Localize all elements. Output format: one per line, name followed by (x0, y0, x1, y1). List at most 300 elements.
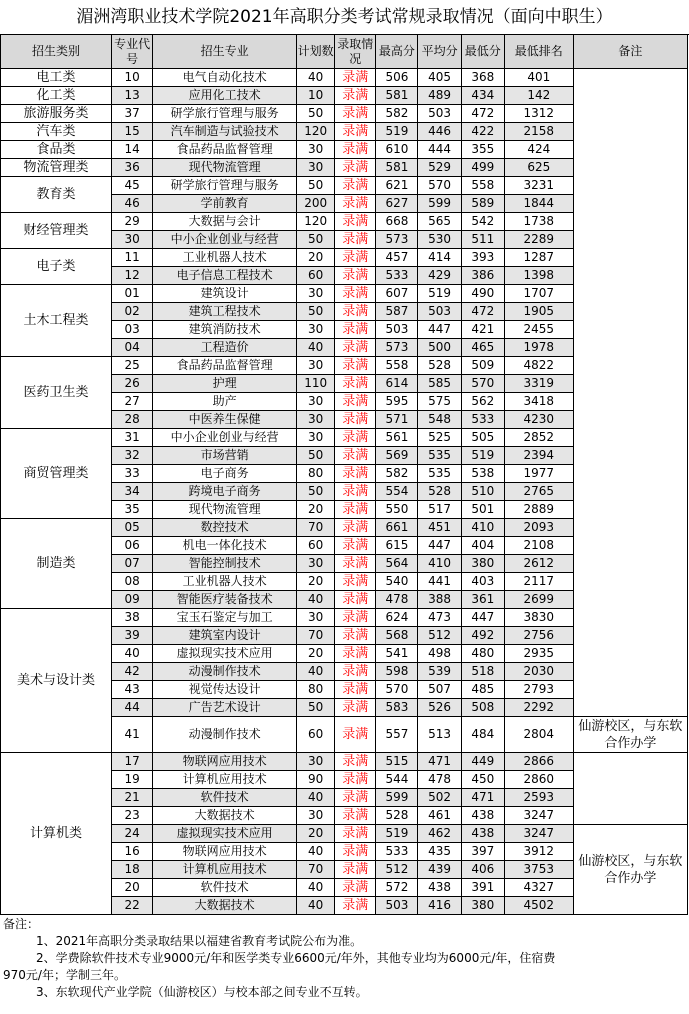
major-cell: 物联网应用技术 (153, 843, 297, 861)
avg-score-cell: 519 (418, 285, 461, 303)
max-score-cell: 587 (376, 303, 418, 321)
category-cell: 美术与设计类 (1, 609, 112, 753)
min-rank-cell: 3247 (504, 807, 573, 825)
avg-score-cell: 471 (418, 753, 461, 771)
code-cell: 44 (112, 699, 153, 717)
plan-cell: 30 (297, 285, 335, 303)
status-cell: 录满 (335, 591, 376, 609)
max-score-cell: 533 (376, 267, 418, 285)
status-cell: 录满 (335, 717, 376, 753)
major-cell: 研学旅行管理与服务 (153, 105, 297, 123)
status-cell: 录满 (335, 573, 376, 591)
avg-score-cell: 441 (418, 573, 461, 591)
category-cell: 计算机类 (1, 753, 112, 915)
plan-cell: 20 (297, 501, 335, 519)
major-cell: 学前教育 (153, 195, 297, 213)
major-cell: 数控技术 (153, 519, 297, 537)
major-cell: 建筑消防技术 (153, 321, 297, 339)
max-score-cell: 610 (376, 141, 418, 159)
major-cell: 食品药品监督管理 (153, 141, 297, 159)
table-header (1, 35, 688, 69)
plan-cell: 70 (297, 519, 335, 537)
min-rank-cell: 4327 (504, 879, 573, 897)
code-cell: 40 (112, 645, 153, 663)
min-rank-cell: 2889 (504, 501, 573, 519)
max-score-cell: 564 (376, 555, 418, 573)
category-cell: 医药卫生类 (1, 357, 112, 429)
major-cell: 应用化工技术 (153, 87, 297, 105)
plan-cell: 30 (297, 357, 335, 375)
plan-cell: 20 (297, 573, 335, 591)
status-cell: 录满 (335, 879, 376, 897)
major-cell: 工业机器人技术 (153, 249, 297, 267)
min-score-cell: 434 (461, 87, 504, 105)
status-cell: 录满 (335, 267, 376, 285)
min-score-cell: 562 (461, 393, 504, 411)
max-score-cell: 571 (376, 411, 418, 429)
code-cell: 38 (112, 609, 153, 627)
max-score-cell: 614 (376, 375, 418, 393)
plan-cell: 120 (297, 213, 335, 231)
max-score-cell: 569 (376, 447, 418, 465)
header-major: 招生专业 (153, 35, 297, 69)
min-rank-cell: 3319 (504, 375, 573, 393)
major-cell: 市场营销 (153, 447, 297, 465)
max-score-cell: 512 (376, 861, 418, 879)
status-cell: 录满 (335, 429, 376, 447)
status-cell: 录满 (335, 141, 376, 159)
max-score-cell: 533 (376, 843, 418, 861)
min-score-cell: 438 (461, 807, 504, 825)
min-rank-cell: 1398 (504, 267, 573, 285)
status-cell: 录满 (335, 501, 376, 519)
max-score-cell: 573 (376, 231, 418, 249)
code-cell: 22 (112, 897, 153, 915)
max-score-cell: 570 (376, 681, 418, 699)
avg-score-cell: 414 (418, 249, 461, 267)
min-score-cell: 505 (461, 429, 504, 447)
code-cell: 15 (112, 123, 153, 141)
plan-cell: 30 (297, 159, 335, 177)
status-cell: 录满 (335, 807, 376, 825)
major-cell: 智能控制技术 (153, 555, 297, 573)
max-score-cell: 607 (376, 285, 418, 303)
min-rank-cell: 2117 (504, 573, 573, 591)
min-score-cell: 570 (461, 375, 504, 393)
remark-cell-empty (573, 753, 687, 825)
footer-note-1: 1、2021年高职分类录取结果以福建省教育考试院公布为准。 (36, 934, 363, 948)
code-cell: 10 (112, 69, 153, 87)
major-cell: 现代物流管理 (153, 501, 297, 519)
status-cell: 录满 (335, 411, 376, 429)
max-score-cell: 624 (376, 609, 418, 627)
min-rank-cell: 1905 (504, 303, 573, 321)
max-score-cell: 540 (376, 573, 418, 591)
max-score-cell: 457 (376, 249, 418, 267)
major-cell: 汽车制造与试验技术 (153, 123, 297, 141)
status-cell: 录满 (335, 663, 376, 681)
min-score-cell: 449 (461, 753, 504, 771)
min-score-cell: 380 (461, 897, 504, 915)
min-rank-cell: 2612 (504, 555, 573, 573)
status-cell: 录满 (335, 609, 376, 627)
code-cell: 23 (112, 807, 153, 825)
plan-cell: 20 (297, 825, 335, 843)
max-score-cell: 503 (376, 321, 418, 339)
min-rank-cell: 4822 (504, 357, 573, 375)
status-cell: 录满 (335, 555, 376, 573)
code-cell: 42 (112, 663, 153, 681)
min-score-cell: 391 (461, 879, 504, 897)
footer-notes (0, 916, 689, 1014)
table-row (1, 69, 688, 87)
min-rank-cell: 2866 (504, 753, 573, 771)
min-rank-cell: 1738 (504, 213, 573, 231)
avg-score-cell: 548 (418, 411, 461, 429)
min-rank-cell: 2289 (504, 231, 573, 249)
plan-cell: 20 (297, 249, 335, 267)
code-cell: 20 (112, 879, 153, 897)
major-cell: 中医养生保健 (153, 411, 297, 429)
avg-score-cell: 447 (418, 321, 461, 339)
plan-cell: 30 (297, 807, 335, 825)
code-cell: 31 (112, 429, 153, 447)
min-score-cell: 490 (461, 285, 504, 303)
min-rank-cell: 2030 (504, 663, 573, 681)
min-rank-cell: 2699 (504, 591, 573, 609)
min-rank-cell: 2793 (504, 681, 573, 699)
avg-score-cell: 535 (418, 447, 461, 465)
header-remark: 备注 (573, 35, 687, 69)
plan-cell: 40 (297, 789, 335, 807)
status-cell: 录满 (335, 393, 376, 411)
min-rank-cell: 1707 (504, 285, 573, 303)
code-cell: 02 (112, 303, 153, 321)
plan-cell: 60 (297, 717, 335, 753)
min-rank-cell: 1287 (504, 249, 573, 267)
code-cell: 39 (112, 627, 153, 645)
code-cell: 09 (112, 591, 153, 609)
max-score-cell: 541 (376, 645, 418, 663)
max-score-cell: 568 (376, 627, 418, 645)
min-score-cell: 386 (461, 267, 504, 285)
status-cell: 录满 (335, 105, 376, 123)
status-cell: 录满 (335, 681, 376, 699)
category-cell: 物流管理类 (1, 159, 112, 177)
min-rank-cell: 3247 (504, 825, 573, 843)
major-cell: 动漫制作技术 (153, 663, 297, 681)
code-cell: 35 (112, 501, 153, 519)
plan-cell: 50 (297, 447, 335, 465)
min-score-cell: 538 (461, 465, 504, 483)
major-cell: 计算机应用技术 (153, 771, 297, 789)
min-score-cell: 355 (461, 141, 504, 159)
max-score-cell: 503 (376, 897, 418, 915)
code-cell: 21 (112, 789, 153, 807)
avg-score-cell: 526 (418, 699, 461, 717)
max-score-cell: 595 (376, 393, 418, 411)
min-score-cell: 472 (461, 303, 504, 321)
plan-cell: 30 (297, 321, 335, 339)
avg-score-cell: 435 (418, 843, 461, 861)
plan-cell: 30 (297, 555, 335, 573)
min-score-cell: 368 (461, 69, 504, 87)
major-cell: 研学旅行管理与服务 (153, 177, 297, 195)
status-cell: 录满 (335, 447, 376, 465)
code-cell: 08 (112, 573, 153, 591)
max-score-cell: 544 (376, 771, 418, 789)
plan-cell: 40 (297, 69, 335, 87)
major-cell: 跨境电子商务 (153, 483, 297, 501)
major-cell: 大数据与会计 (153, 213, 297, 231)
plan-cell: 20 (297, 645, 335, 663)
major-cell: 工业机器人技术 (153, 573, 297, 591)
max-score-cell: 668 (376, 213, 418, 231)
max-score-cell: 519 (376, 825, 418, 843)
major-cell: 助产 (153, 393, 297, 411)
code-cell: 46 (112, 195, 153, 213)
category-cell: 土木工程类 (1, 285, 112, 357)
status-cell: 录满 (335, 699, 376, 717)
avg-score-cell: 570 (418, 177, 461, 195)
status-cell: 录满 (335, 303, 376, 321)
remark-cell: 仙游校区，与东软合作办学 (573, 825, 687, 915)
min-rank-cell: 2860 (504, 771, 573, 789)
category-cell: 教育类 (1, 177, 112, 213)
max-score-cell: 582 (376, 465, 418, 483)
min-score-cell: 421 (461, 321, 504, 339)
min-score-cell: 511 (461, 231, 504, 249)
code-cell: 05 (112, 519, 153, 537)
avg-score-cell: 503 (418, 303, 461, 321)
min-rank-cell: 2158 (504, 123, 573, 141)
status-cell: 录满 (335, 753, 376, 771)
category-cell: 电工类 (1, 69, 112, 87)
avg-score-cell: 528 (418, 357, 461, 375)
major-cell: 大数据技术 (153, 897, 297, 915)
avg-score-cell: 388 (418, 591, 461, 609)
category-cell: 食品类 (1, 141, 112, 159)
avg-score-cell: 447 (418, 537, 461, 555)
max-score-cell: 572 (376, 879, 418, 897)
plan-cell: 50 (297, 483, 335, 501)
min-rank-cell: 3231 (504, 177, 573, 195)
min-rank-cell: 2935 (504, 645, 573, 663)
plan-cell: 70 (297, 861, 335, 879)
status-cell: 录满 (335, 375, 376, 393)
code-cell: 04 (112, 339, 153, 357)
min-score-cell: 465 (461, 339, 504, 357)
code-cell: 30 (112, 231, 153, 249)
category-cell: 电子类 (1, 249, 112, 285)
code-cell: 16 (112, 843, 153, 861)
min-score-cell: 471 (461, 789, 504, 807)
major-cell: 软件技术 (153, 789, 297, 807)
max-score-cell: 599 (376, 789, 418, 807)
min-score-cell: 499 (461, 159, 504, 177)
header-status: 录取情况 (335, 35, 376, 69)
plan-cell: 30 (297, 609, 335, 627)
header-row (1, 35, 688, 69)
avg-score-cell: 439 (418, 861, 461, 879)
code-cell: 45 (112, 177, 153, 195)
min-rank-cell: 2093 (504, 519, 573, 537)
header-plan: 计划数 (297, 35, 335, 69)
avg-score-cell: 498 (418, 645, 461, 663)
code-cell: 12 (112, 267, 153, 285)
status-cell: 录满 (335, 897, 376, 915)
major-cell: 机电一体化技术 (153, 537, 297, 555)
min-score-cell: 450 (461, 771, 504, 789)
avg-score-cell: 565 (418, 213, 461, 231)
min-score-cell: 361 (461, 591, 504, 609)
min-rank-cell: 2804 (504, 717, 573, 753)
avg-score-cell: 513 (418, 717, 461, 753)
code-cell: 29 (112, 213, 153, 231)
status-cell: 录满 (335, 231, 376, 249)
code-cell: 43 (112, 681, 153, 699)
code-cell: 27 (112, 393, 153, 411)
footer-note-2-cont: 970元/年；学制三年。 (3, 968, 126, 982)
max-score-cell: 550 (376, 501, 418, 519)
min-rank-cell: 401 (504, 69, 573, 87)
min-score-cell: 485 (461, 681, 504, 699)
status-cell: 录满 (335, 69, 376, 87)
max-score-cell: 557 (376, 717, 418, 753)
avg-score-cell: 462 (418, 825, 461, 843)
plan-cell: 80 (297, 681, 335, 699)
plan-cell: 50 (297, 105, 335, 123)
page-title: 湄洲湾职业技术学院2021年高职分类考试常规录取情况（面向中职生） (0, 0, 689, 35)
plan-cell: 40 (297, 897, 335, 915)
avg-score-cell: 416 (418, 897, 461, 915)
min-score-cell: 406 (461, 861, 504, 879)
plan-cell: 200 (297, 195, 335, 213)
major-cell: 中小企业创业与经营 (153, 231, 297, 249)
major-cell: 广告艺术设计 (153, 699, 297, 717)
code-cell: 28 (112, 411, 153, 429)
plan-cell: 50 (297, 699, 335, 717)
status-cell: 录满 (335, 123, 376, 141)
major-cell: 宝玉石鉴定与加工 (153, 609, 297, 627)
header-code: 专业代号 (112, 35, 153, 69)
code-cell: 24 (112, 825, 153, 843)
min-score-cell: 410 (461, 519, 504, 537)
min-score-cell: 518 (461, 663, 504, 681)
major-cell: 建筑室内设计 (153, 627, 297, 645)
major-cell: 软件技术 (153, 879, 297, 897)
plan-cell: 120 (297, 123, 335, 141)
remark-cell: 仙游校区，与东软合作办学 (573, 717, 687, 753)
status-cell: 录满 (335, 861, 376, 879)
major-cell: 建筑工程技术 (153, 303, 297, 321)
avg-score-cell: 438 (418, 879, 461, 897)
avg-score-cell: 503 (418, 105, 461, 123)
min-score-cell: 589 (461, 195, 504, 213)
avg-score-cell: 585 (418, 375, 461, 393)
code-cell: 13 (112, 87, 153, 105)
footer-note-3: 3、东软现代产业学院（仙游校区）与校本部之间专业不互转。 (36, 985, 368, 999)
avg-score-cell: 599 (418, 195, 461, 213)
status-cell: 录满 (335, 339, 376, 357)
major-cell: 虚拟现实技术应用 (153, 645, 297, 663)
code-cell: 03 (112, 321, 153, 339)
status-cell: 录满 (335, 789, 376, 807)
min-rank-cell: 3830 (504, 609, 573, 627)
category-cell: 旅游服务类 (1, 105, 112, 123)
min-rank-cell: 1844 (504, 195, 573, 213)
status-cell: 录满 (335, 357, 376, 375)
min-rank-cell: 142 (504, 87, 573, 105)
min-score-cell: 438 (461, 825, 504, 843)
major-cell: 电气自动化技术 (153, 69, 297, 87)
min-score-cell: 422 (461, 123, 504, 141)
table-body (1, 69, 688, 915)
plan-cell: 60 (297, 537, 335, 555)
code-cell: 19 (112, 771, 153, 789)
avg-score-cell: 489 (418, 87, 461, 105)
min-score-cell: 380 (461, 555, 504, 573)
max-score-cell: 506 (376, 69, 418, 87)
avg-score-cell: 539 (418, 663, 461, 681)
major-cell: 大数据技术 (153, 807, 297, 825)
avg-score-cell: 517 (418, 501, 461, 519)
plan-cell: 30 (297, 411, 335, 429)
avg-score-cell: 507 (418, 681, 461, 699)
header-category: 招生类别 (1, 35, 112, 69)
max-score-cell: 561 (376, 429, 418, 447)
max-score-cell: 573 (376, 339, 418, 357)
code-cell: 01 (112, 285, 153, 303)
category-cell: 商贸管理类 (1, 429, 112, 519)
category-cell: 化工类 (1, 87, 112, 105)
major-cell: 电子信息工程技术 (153, 267, 297, 285)
major-cell: 视觉传达设计 (153, 681, 297, 699)
category-cell: 财经管理类 (1, 213, 112, 249)
plan-cell: 60 (297, 267, 335, 285)
min-rank-cell: 2765 (504, 483, 573, 501)
code-cell: 14 (112, 141, 153, 159)
avg-score-cell: 451 (418, 519, 461, 537)
max-score-cell: 558 (376, 357, 418, 375)
max-score-cell: 478 (376, 591, 418, 609)
code-cell: 18 (112, 861, 153, 879)
major-cell: 动漫制作技术 (153, 717, 297, 753)
plan-cell: 50 (297, 303, 335, 321)
status-cell: 录满 (335, 825, 376, 843)
min-rank-cell: 625 (504, 159, 573, 177)
plan-cell: 40 (297, 339, 335, 357)
code-cell: 11 (112, 249, 153, 267)
avg-score-cell: 575 (418, 393, 461, 411)
avg-score-cell: 535 (418, 465, 461, 483)
max-score-cell: 621 (376, 177, 418, 195)
max-score-cell: 661 (376, 519, 418, 537)
min-score-cell: 480 (461, 645, 504, 663)
status-cell: 录满 (335, 483, 376, 501)
status-cell: 录满 (335, 87, 376, 105)
min-score-cell: 542 (461, 213, 504, 231)
avg-score-cell: 473 (418, 609, 461, 627)
major-cell: 虚拟现实技术应用 (153, 825, 297, 843)
min-rank-cell: 2108 (504, 537, 573, 555)
avg-score-cell: 410 (418, 555, 461, 573)
header-min: 最低分 (461, 35, 504, 69)
max-score-cell: 519 (376, 123, 418, 141)
max-score-cell: 581 (376, 159, 418, 177)
code-cell: 41 (112, 717, 153, 753)
plan-cell: 30 (297, 753, 335, 771)
